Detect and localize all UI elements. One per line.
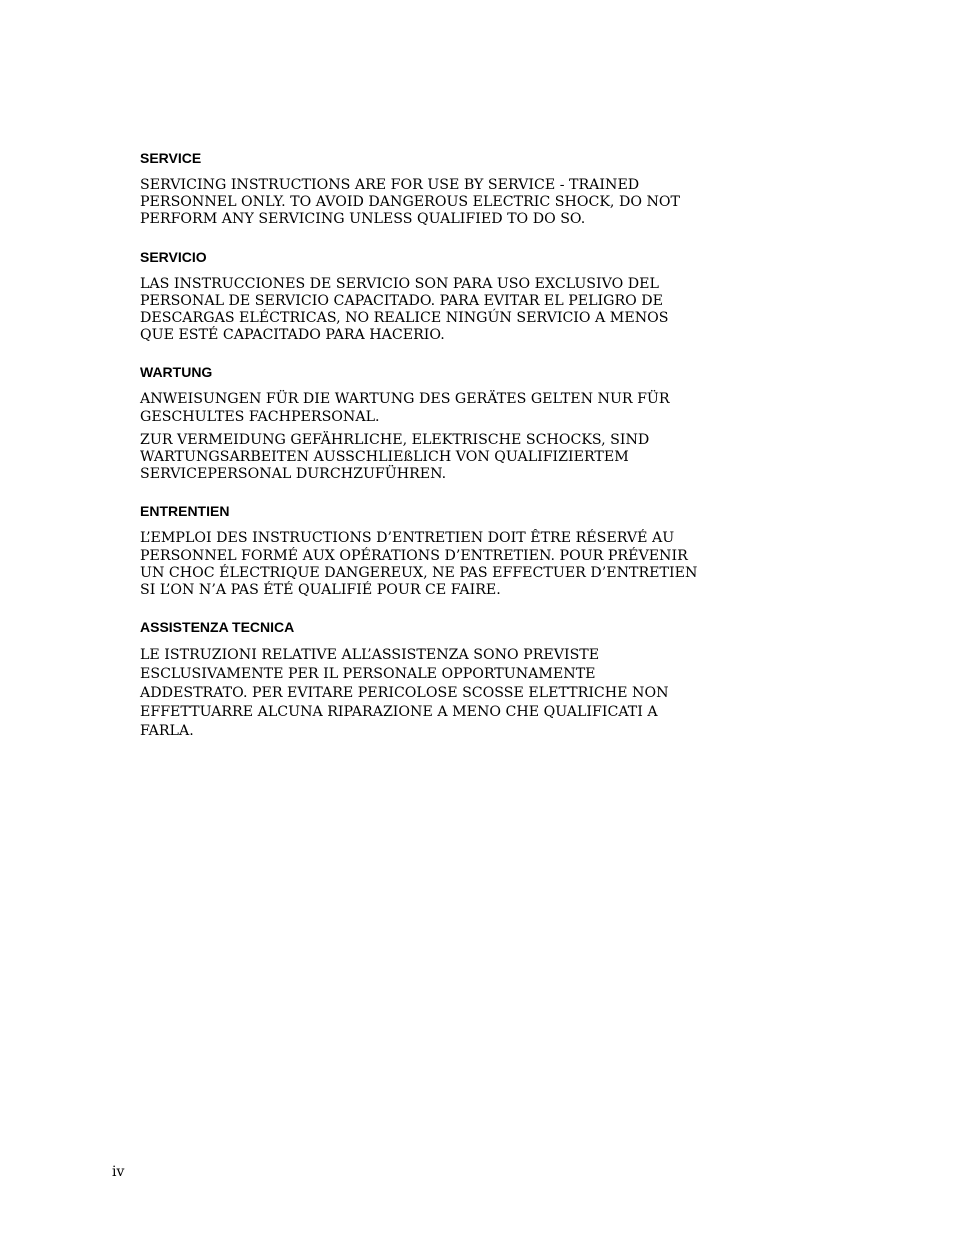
section-paragraph: LAS INSTRUCCIONES DE SERVICIO SON PARA USO EXCLUSIVO DEL PERSONAL DE SERVICIO CAPACITADO. PARA EVITAR EL PELIGRO DE DESCARGAS ELÉCTRICAS, NO REALICE NINGÚN SERVICIO A MENOS QUE ESTÉ CAPACITADO PARA HACERIO. [140, 275, 669, 344]
section-heading: ASSISTENZA TECNICA [140, 619, 295, 636]
section-heading: ENTRENTIEN [140, 503, 230, 520]
section-heading: SERVICE [140, 150, 202, 166]
document-body [140, 150, 740, 761]
section-heading: WARTUNG [140, 364, 213, 381]
section-paragraph: SERVICING INSTRUCTIONS ARE FOR USE BY SERVICE - TRAINED PERSONNEL ONLY. TO AVOID DANGEROUS ELECTRIC SHOCK, DO NOT PERFORM ANY SERVICING UNLESS QUALIFIED TO DO SO. [140, 177, 680, 228]
section-servicio [140, 249, 740, 345]
section-paragraph: LE ISTRUZIONI RELATIVE ALL’ASSISTENZA SONO PREVISTE ESCLUSIVAMENTE PER IL PERSONALE OPPORTUNAMENTE ADDESTRATO. PER EVITARE PERICOLOSE SCOSSE ELETTRICHE NON EFFETTUARRE ALCUNA RIPARAZIONE A MENO CHE QUALIFICATI A FARLA. [140, 647, 669, 740]
section-paragraph: L’EMPLOI DES INSTRUCTIONS D’ENTRETIEN DOIT ÊTRE RÉSERVÉ AU PERSONNEL FORMÉ AUX OPÉRATIONS D’ENTRETIEN. POUR PRÉVENIR UN CHOC ÉLECTRIQUE DANGEREUX, NE PAS EFFECTUER D’ENTRETIEN SI L’ON N’A PAS ÉTÉ QUALIFIÉ POUR CE FAIRE. [140, 530, 698, 599]
section-heading: SERVICIO [140, 248, 207, 265]
section-paragraph: ZUR VERMEIDUNG GEFÄHRLICHE, ELEKTRISCHE SCHOCKS, SIND WARTUNGSARBEITEN AUSSCHLIEßLICH VON QUALIFIZIERTEM SERVICEPERSONAL DURCHZUFÜHREN. [140, 431, 650, 483]
section-entrentien [140, 503, 740, 599]
section-paragraph: ANWEISUNGEN FÜR DIE WARTUNG DES GERÄTES GELTEN NUR FÜR GESCHULTES FACHPERSONAL. [140, 391, 670, 425]
section-assistenza-tecnica [140, 619, 740, 741]
section-wartung [140, 364, 740, 483]
page-number: iv [112, 1164, 125, 1180]
section-service [140, 150, 740, 229]
